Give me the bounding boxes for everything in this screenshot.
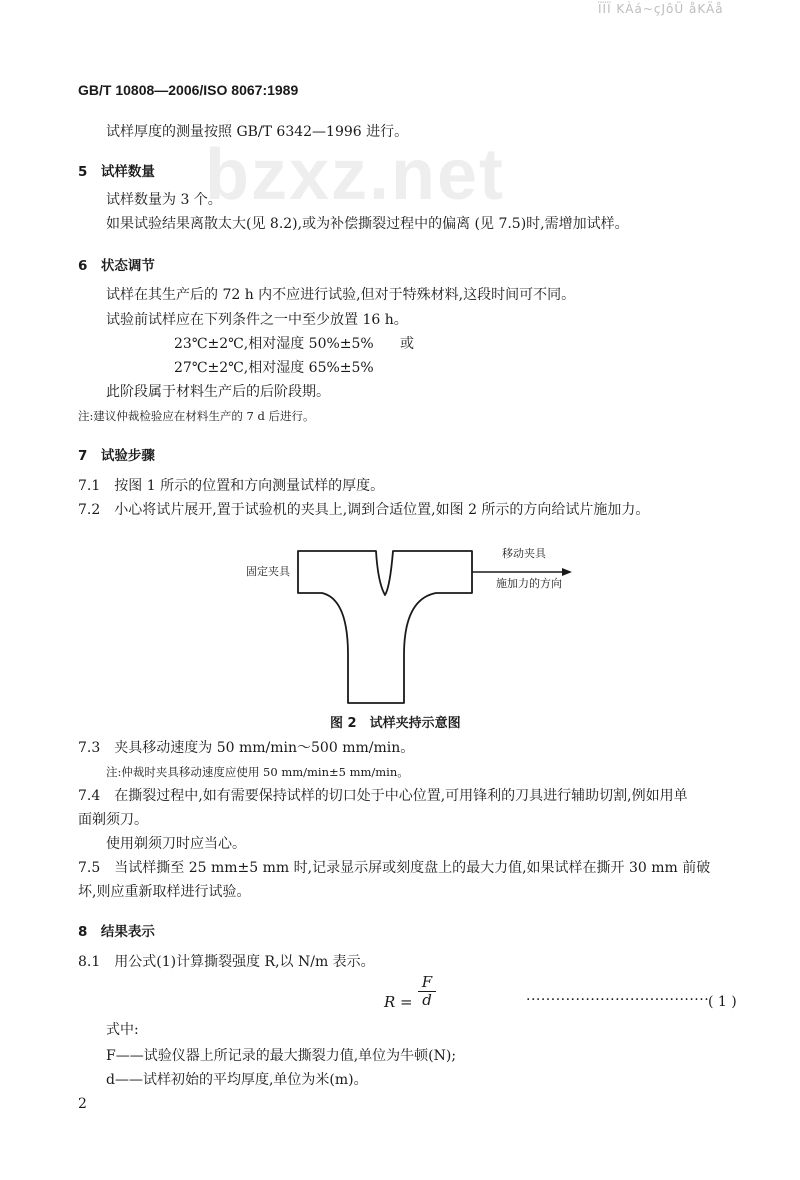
force-direction-label: 施加力的方向 xyxy=(496,577,562,590)
moving-clamp-label: 移动夹具 xyxy=(502,547,546,560)
specimen-clamping-diagram xyxy=(240,535,600,710)
item-7-4-line-2: 面剃须刀。 xyxy=(78,812,148,828)
item-7-1: 7.1 按图 1 所示的位置和方向测量试样的厚度。 xyxy=(78,478,385,494)
section-5-heading: 5 试样数量 xyxy=(78,164,155,180)
intro-line: 试样厚度的测量按照 GB/T 6342—1996 进行。 xyxy=(106,124,409,140)
item-7-3: 7.3 夹具移动速度为 50 mm/min～500 mm/min。 xyxy=(78,740,415,756)
formula-denominator: d xyxy=(422,991,432,1009)
item-8-1: 8.1 用公式(1)计算撕裂强度 R,以 N/m 表示。 xyxy=(78,954,375,970)
item-7-5-line-1: 7.5 当试样撕至 25 mm±5 mm 时,记录显示屏或刻度盘上的最大力值,如果试样在撕开 30 mm 前破 xyxy=(78,860,711,876)
formula-leader-dots: ····································· xyxy=(526,992,710,1008)
formula-fraction xyxy=(418,974,436,1009)
page-number: 2 xyxy=(78,1096,87,1112)
note-7-3: 注:仲裁时夹具移动速度应使用 50 mm/min±5 mm/min。 xyxy=(106,765,409,779)
standard-code-header: GB/T 10808—2006/ISO 8067:1989 xyxy=(78,82,299,98)
section-8-heading: 8 结果表示 xyxy=(78,924,155,940)
condition-1: 23℃±2℃,相对湿度 50%±5% xyxy=(174,336,374,352)
definition-F: F——试验仪器上所记录的最大撕裂力值,单位为牛顿(N); xyxy=(106,1048,457,1064)
section-6-note: 注:建议仲裁检验应在材料生产的 7 d 后进行。 xyxy=(78,409,315,423)
item-7-4-line-1: 7.4 在撕裂过程中,如有需要保持试样的切口处于中心位置,可用锋利的刀具进行辅助切割,例如用单 xyxy=(78,788,688,804)
section-6-line-1: 试样在其生产后的 72 h 内不应进行试验,但对于特殊材料,这段时间可不同。 xyxy=(106,287,576,303)
where-label: 式中: xyxy=(106,1022,139,1038)
section-7-heading: 7 试验步骤 xyxy=(78,448,155,464)
definition-d: d——试样初始的平均厚度,单位为米(m)。 xyxy=(106,1072,368,1088)
fixed-clamp-label: 固定夹具 xyxy=(246,565,290,578)
condition-2: 27℃±2℃,相对湿度 65%±5% xyxy=(174,360,374,376)
formula-numerator: F xyxy=(421,973,433,991)
formula-lhs: R = xyxy=(384,993,413,1011)
section-6-line-2: 试验前试样应在下列条件之一中至少放置 16 h。 xyxy=(106,312,408,328)
figure-2-caption: 图 2 试样夹持示意图 xyxy=(330,716,461,731)
item-7-5-line-2: 坏,则应重新取样进行试验。 xyxy=(78,884,251,900)
top-margin-mark: ÏÏÏ ΚÀá~çJôÜ åKÄå xyxy=(598,2,724,16)
item-7-2: 7.2 小心将试片展开,置于试验机的夹具上,调到合适位置,如图 2 所示的方向给试片施加力。 xyxy=(78,502,650,518)
arrow-head xyxy=(562,568,572,576)
condition-1-or: 或 xyxy=(400,336,414,352)
watermark: bzxz.net xyxy=(205,135,506,215)
section-6-heading: 6 状态调节 xyxy=(78,258,155,274)
section-5-line-1: 试样数量为 3 个。 xyxy=(106,192,222,208)
formula-number: ( 1 ) xyxy=(708,994,737,1010)
item-7-4-extra: 使用剃须刀时应当心。 xyxy=(106,836,246,852)
section-5-line-2: 如果试验结果离散太大(见 8.2),或为补偿撕裂过程中的偏离 (见 7.5)时,需增加试样。 xyxy=(106,216,629,232)
specimen-outline xyxy=(298,551,472,703)
section-6-after: 此阶段属于材料生产后的后阶段期。 xyxy=(106,384,330,400)
